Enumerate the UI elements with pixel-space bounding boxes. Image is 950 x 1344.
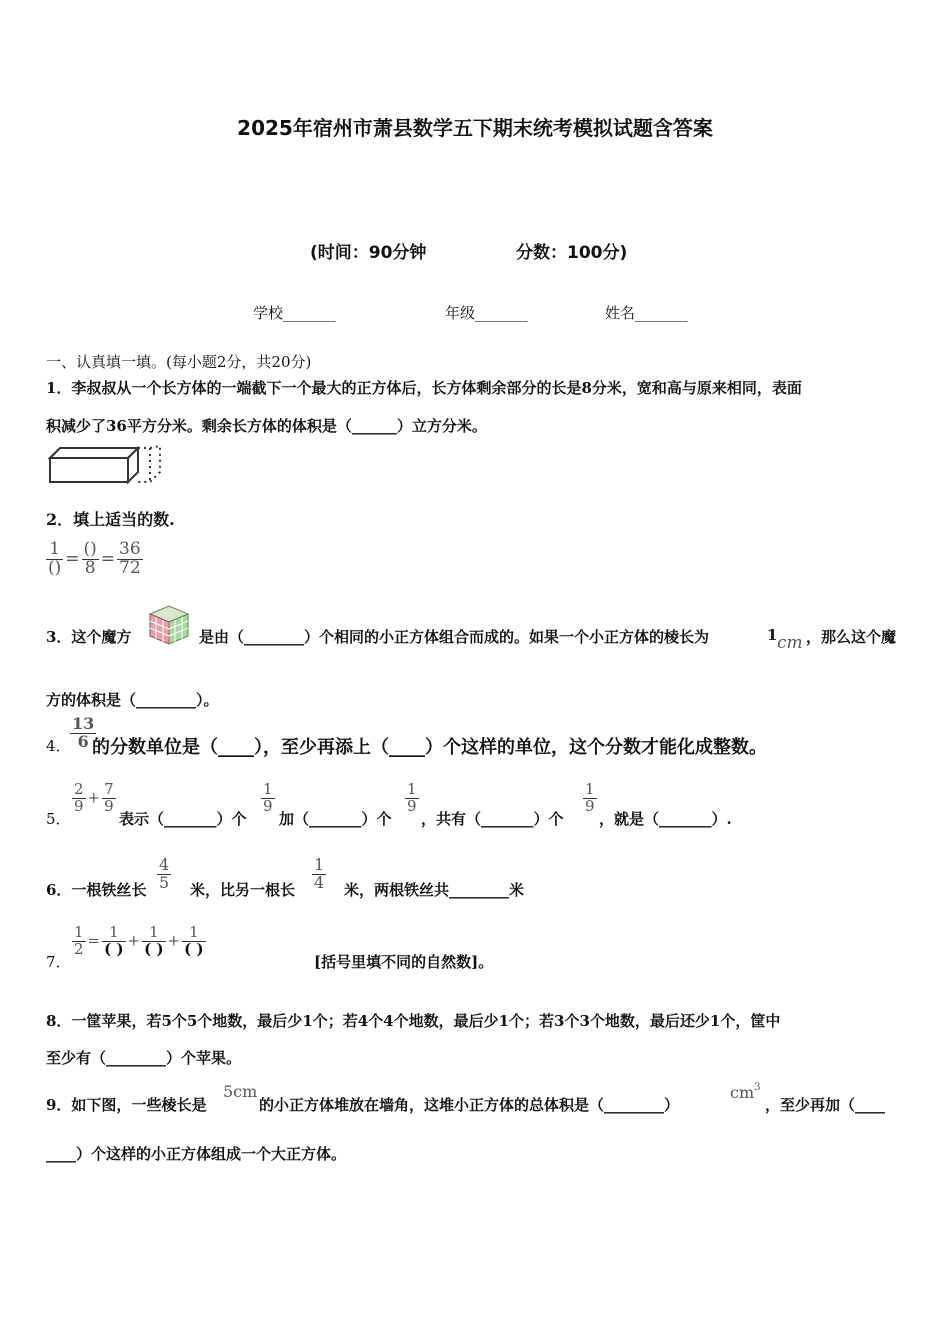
q8-line1: 8．一筐苹果，若5个5个地数，最后少1个；若4个4个地数，最后少1个；若3个3个地数，最后还少1个，筐中: [46, 1012, 781, 1030]
q7-suffix: [括号里填不同的自然数]。: [314, 953, 494, 971]
q4-frac-num: 13: [72, 714, 95, 733]
q5-e-num: 1: [585, 780, 595, 798]
q9-unit-text: cm: [730, 1083, 755, 1102]
q5-b-num: 7: [104, 780, 114, 798]
q9-unit-sup: 3: [754, 1082, 761, 1093]
q6-text1: 米，比另一根长: [190, 881, 296, 899]
q7-c-den: ( ): [144, 939, 164, 958]
q1-line1: 1．李叔叔从一个长方体的一端截下一个最大的正方体后，长方体剩余部分的长是8分米，宽和高与原来相同，表面: [46, 379, 802, 397]
q5-text2: 加（_______）个: [279, 810, 392, 828]
q5-a-num: 2: [74, 780, 84, 798]
q5-frac-d: [403, 782, 421, 815]
q5-frac-e: [581, 782, 599, 815]
q7-equation: [70, 925, 208, 958]
school-field: 学校_______: [253, 304, 336, 322]
exam-time: (时间：90分钟: [310, 243, 427, 263]
q5-e-den: 9: [585, 796, 595, 815]
q6-frac-b: [310, 857, 328, 892]
q7-number: 7．: [46, 953, 71, 971]
q7-b-den: ( ): [104, 939, 124, 958]
q5-a-den: 9: [74, 796, 84, 815]
q6-a-den: 5: [159, 872, 170, 892]
q5-d-num: 1: [407, 780, 417, 798]
q2-equals-1: =: [65, 548, 80, 569]
q2-frac1-num: 1: [46, 541, 63, 560]
q5-text1: 表示（_______）个: [119, 810, 247, 828]
q3-unit: cm: [777, 633, 803, 653]
q6-prefix: 6．一根铁丝长: [46, 881, 147, 899]
q9-edge: 5cm: [223, 1082, 258, 1101]
q9-text1: 的小正方体堆放在墙角，这堆小正方体的总体积是（________）: [259, 1096, 680, 1114]
q9-text2: ，至少再加（____: [765, 1096, 886, 1114]
q2-frac3-den: 72: [119, 557, 141, 578]
q6-text2: 米，两根铁丝共________米: [344, 881, 525, 899]
q4-frac-den: 6: [77, 731, 89, 751]
q3-middle: 是由（________）个相同的小正方体组合而成的。如果一个小正方体的棱长为: [199, 628, 710, 646]
q2-frac2-num: (): [83, 539, 97, 559]
q5-plus: +: [87, 788, 101, 807]
section-heading: 一、认真填一填。(每小题2分，共20分): [46, 353, 312, 371]
q5-text3: ，共有（_______）个: [421, 810, 564, 828]
q1-line2: 积减少了36平方分米。剩余长方体的体积是（______）立方分米。: [46, 417, 487, 435]
q3-prefix: 3．这个魔方: [46, 628, 132, 646]
q3-line2: 方的体积是（________）。: [46, 691, 219, 709]
q7-a-num: 1: [74, 923, 84, 941]
cuboid-figure: [46, 444, 168, 486]
q5-c-den: 9: [263, 796, 273, 815]
q9-unit: [730, 1082, 761, 1102]
q2-frac1-den: (): [48, 557, 62, 578]
q7-c-num: 1: [142, 925, 165, 942]
rubiks-cube-image: [146, 602, 192, 648]
q7-b-num: 1: [102, 925, 125, 942]
q7-plus-1: +: [127, 931, 141, 950]
q5-c-num: 1: [263, 780, 273, 798]
q5-d-den: 9: [407, 796, 417, 815]
q4-text: 的分数单位是（____），至少再添上（____）个这样的单位，这个分数才能化成整数。: [92, 737, 767, 758]
q6-b-num: 1: [314, 855, 325, 874]
name-field: 姓名_______: [605, 304, 688, 322]
q5-frac-c: [259, 782, 277, 815]
q6-a-num: 4: [159, 855, 170, 874]
q5-number: 5．: [46, 810, 71, 828]
q9-prefix: 9．如下图，一些棱长是: [46, 1096, 207, 1114]
q6-b-den: 4: [314, 872, 325, 892]
q2-equals-2: =: [100, 548, 116, 569]
page-title: 2025年宿州市萧县数学五下期末统考模拟试题含答案: [237, 116, 713, 140]
q5-sum: [70, 782, 118, 815]
q3-suffix: ，那么这个魔: [806, 628, 897, 646]
q2-frac3-num: 36: [119, 539, 141, 559]
q4-number: 4．: [46, 737, 71, 755]
q2-equation: [44, 541, 145, 578]
q7-equals: =: [87, 931, 101, 950]
q7-a-den: 2: [74, 939, 84, 958]
q8-line2: 至少有（________）个苹果。: [46, 1049, 242, 1067]
exam-score: 分数：100分): [516, 243, 628, 263]
q5-b-den: 9: [104, 796, 114, 815]
q2-frac2-den: 8: [84, 557, 96, 578]
q7-plus-2: +: [167, 931, 181, 950]
q7-d-num: 1: [182, 925, 205, 942]
q5-text4: ，就是（_______）.: [599, 810, 732, 828]
q9-line2: ____）个这样的小正方体组成一个大正方体。: [46, 1145, 347, 1163]
q2-text: 2．填上适当的数.: [46, 510, 175, 529]
grade-field: 年级_______: [445, 304, 528, 322]
q7-d-den: ( ): [184, 939, 204, 958]
q3-edge-value: 1: [767, 626, 778, 644]
q6-frac-a: [155, 857, 173, 892]
